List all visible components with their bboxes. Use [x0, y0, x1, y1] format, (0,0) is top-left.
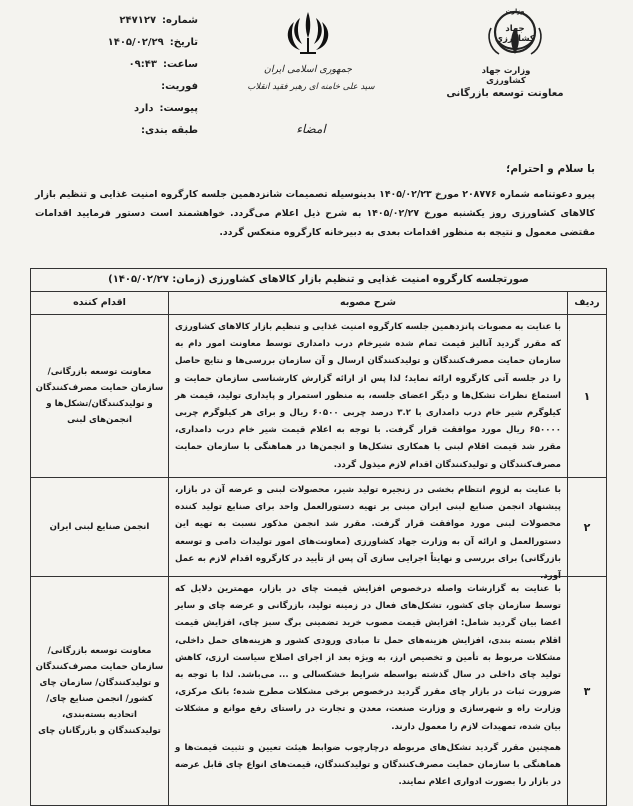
row-desc-block [168, 577, 567, 805]
ministry-name: وزارت جهاد کشاورزی [481, 66, 531, 86]
logo-top-text: وزارت [505, 8, 525, 15]
meta-label: تاریخ: [169, 37, 198, 48]
salutation: با سلام و احترام؛ [506, 163, 595, 175]
meta-value: دارد [134, 103, 154, 114]
republic-line: جمهوری اسلامی ایران [263, 64, 353, 75]
row-desc: با عنایت به مصوبات پانزدهمین جلسه کارگروه امنیت غذایی و تنظیم بازار کالاهای کشاورزی که مقرر گردید آنالیز قیمت تمام شده شیرخام درب دامداری توسط معاونت امور دام به سازمان حمایت مصرف‌کنندگان و تولیدکنندگان ارسال و آن سازمان بررسی‌ها و نتایج حاصل را در جلسه آتی کارگروه ارائه نماید؛ لذا پس از ارائه گزارش کارشناسی سازمان حمایت و استماع نظرات تشکل‌ها و دیگر اعضای جلسه، به منظور استمرار و پایداری تولید، قیمت هر کیلوگرم شیر خام درب دامداری با ۳.۲ درصد چربی ۶۰۵۰۰ ریال و برای هر کیلوگرم چربی ۶۵۰۰۰۰ ریال مورد موافقت قرار گرفت. با توجه به اعلام قیمت شیر خام درب دامداری، مقرر شد قیمت اقلام لبنی با همکاری تشکل‌ها و انجمن‌ها در هماهنگی با سازمان حمایت مصرف‌کنندگان و تولیدکنندگان اقدام لازم میذول گردد. [168, 315, 567, 477]
row-action: معاونت توسعه بازرگانی/سازمان حمایت مصرف‌کنندگان و تولیدکنندگان/تشکل‌ها و انجمن‌های لبنی [35, 367, 164, 425]
meta-value: ۰۹:۴۳ [128, 59, 157, 70]
intro-paragraph: پیرو دعوتنامه شماره ۲۰۸۷۷۶ مورخ ۱۴۰۵/۰۲/۲۳ بدینوسیله تصمیمات شانزدهمین جلسه کارگروه امنیت غذایی و تنظیم بازار کالاهای کشاورزی روز یکشنبه مورخ ۱۴۰۵/۰۲/۲۷ به شرح ذیل اعلام می‌گردد. خواهشمند است دستور فرمایید اقدامات مقتضی معمول و نتیجه به منظور اقدامات بعدی به دبیرخانه کارگروه منعکس گردد. [35, 189, 595, 238]
table-header-row [31, 292, 606, 315]
meta-number [38, 10, 198, 32]
row-num: ۲ [567, 478, 606, 576]
letter-metadata [38, 10, 198, 142]
row-action: انجمن صنایع لبنی ایران [49, 522, 150, 532]
row-num: ۳ [567, 577, 606, 805]
row-num: ۱ [567, 315, 606, 477]
minutes-table [30, 268, 607, 806]
row-desc: با عنایت به گزارشات واصله درخصوص افزایش قیمت چای در بازار، مهمترین دلایل که توسط سازمان چای کشور، تشکل‌های فعال در زمینه تولید، بازرگانی و عرضه چای و سایر اعضا بیان گردید شامل: افزایش قیمت مصوب خرید تضمینی برگ سبز چای، افزایش قیمت اقلام بسته بندی، افزایش هزینه‌های حمل تا مبادی ورودی کشور و هزینه‌های حمل داخلی، مشکلات مربوط به تأمین و تخصیص ارز، به ویژه بعد از اجرای اصلاح سیاست ارزی، کاهش تولید چای داخلی در سال گذشته بواسطه شرایط خشکسالی و ... می‌باشد. لذا با توجه به ضرورت ثبات در بازار چای مقرر گردید درخصوص برخی مشکلات مطرح شده؛ بانک مرکزی، وزارت راه و شهرسازی و وزارت صنعت، معدن و تجارت در راستای رفع موانع و مشکلات بیان شده، تمهیدات لازم را معمول دارند. [175, 584, 561, 732]
meta-time [38, 54, 198, 76]
meta-label: فوریت: [161, 81, 198, 92]
table-row [31, 478, 606, 582]
iran-emblem-icon [278, 8, 338, 60]
meta-label: شماره: [162, 15, 198, 26]
header-action: اقدام کننده [73, 297, 126, 308]
table-row [31, 315, 606, 478]
logo-text: جهاد کشاورزی [495, 24, 535, 44]
meta-label: پیوست: [159, 103, 198, 114]
row-desc-continued: همچنین مقرر گردید تشکل‌های مربوطه درچارچوب ضوابط هیئت تعیین و تثبیت قیمت‌ها و هماهنگی با سازمان حمایت مصرف‌کنندگان و تولیدکنندگان، قیمت‌های انواع چای قابل عرضه در بازار را بصورت ادواری اعلام نمایند. [175, 742, 561, 788]
row-desc: با عنایت به لزوم انتظام بخشی در زنجیره تولید شیر، محصولات لبنی و عرضه آن در بازار، پیشنهاد انجمن صنایع لبنی ایران مبنی بر تهیه دستورالعمل واحد برای صنایع تولید کننده محصولات لبنی مورد موافقت قرار گرفت. مقرر شد انجمن مذکور نسبت به تهیه این دستورالعمل و ارائه آن به وزارت جهاد کشاورزی (معاونت‌های امور تولیدات دامی و توسعه بازرگانی) برای بررسی و نهایتاً اجرایی سازی آن پس از تأیید در کارگروه اقدام لازم به عمل آورد. [168, 478, 567, 576]
motto-line: سید علی خامنه ای رهبر فقید انقلاب [247, 82, 375, 92]
header-num: ردیف [567, 292, 606, 314]
deputy-name: معاونت توسعه بازرگانی [446, 88, 564, 99]
signature-mark: امضاء [296, 122, 326, 136]
meta-date [38, 32, 198, 54]
meta-label: ساعت: [162, 59, 198, 70]
row-action: معاونت توسعه بازرگانی/سازمان حمایت مصرف‌کنندگان و تولیدکنندگان/ سازمان چای کشور/ انجمن صنایع چای/اتحادیه بسته‌بندی، تولیدکنندگان و بازرگانان چای [35, 646, 164, 736]
table-title: صورتجلسه کارگروه امنیت غذایی و تنظیم بازار کالاهای کشاورزی (زمان: ۱۴۰۵/۰۲/۲۷) [31, 269, 606, 292]
meta-value: ۱۴۰۵/۰۲/۲۹ [107, 37, 164, 48]
meta-value: ۲۴۷۱۲۷ [119, 15, 157, 26]
table-row [31, 577, 606, 805]
meta-urgency [38, 76, 198, 98]
header-desc: شرح مصوبه [168, 292, 567, 314]
meta-label: طبقه بندی: [140, 125, 198, 136]
meta-attachment [38, 98, 198, 120]
meta-classification [38, 120, 198, 142]
